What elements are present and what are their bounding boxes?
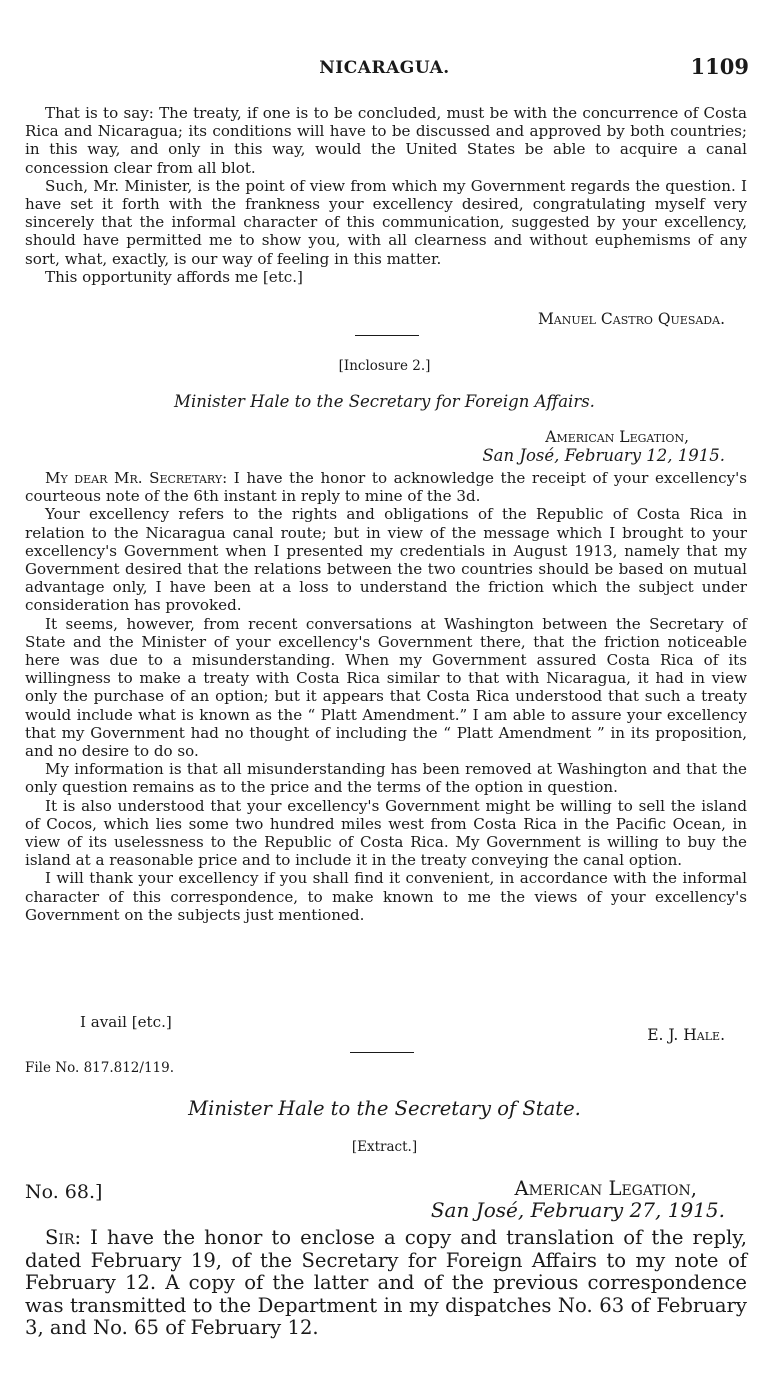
divider — [355, 335, 419, 336]
divider — [350, 1052, 414, 1053]
letter1-signature: Manuel Castro Quesada. — [537, 310, 725, 328]
inclosure-signature: E. J. Hale. — [647, 1026, 725, 1044]
inclosure-body — [25, 469, 747, 924]
file-number: File No. 817.812/119. — [25, 1060, 175, 1076]
page-number: 1109 — [690, 54, 749, 79]
running-title: NICARAGUA. — [319, 58, 450, 78]
dispatch-heading: Minister Hale to the Secretary of State. — [188, 1097, 581, 1120]
dispatch-place-date: San José, February 27, 1915. — [430, 1198, 725, 1222]
paragraph — [25, 469, 747, 505]
paragraph: Such, Mr. Minister, is the point of view from which my Government regards the question. I have set it forth with the frankness your excellency desired, congratulating myself very sincerely that the informal character of this communication, suggested by your excellency, should have permitted me to show you, with all clearness and without euphemisms of any sort, what, exactly, is our way of feeling in this matter. — [25, 176, 747, 268]
salutation: My dear Mr. Secretary: — [45, 469, 228, 487]
paragraph: That is to say: The treaty, if one is to be concluded, must be with the concurrence of Costa Rica and Nicaragua; its conditions will have to be discussed and approved by both countries; in this way, and only in this way, would the United States be able to acquire a canal concession clear from all blot. — [25, 104, 747, 177]
inclosure-heading: Minister Hale to the Secretary for Foreign Affairs. — [174, 392, 595, 411]
paragraph: My information is that all misunderstanding has been removed at Washington and that the only question remains as to the price and the terms of the option in question. — [25, 760, 747, 797]
inclosure-legation: American Legation, — [545, 428, 689, 446]
paragraph: It is also understood that your excellency's Government might be willing to sell the island of Cocos, which lies some two hundred miles west from Costa Rica in the Pacific Ocean, in view of its uselessness to the Republic of Costa Rica. My Government is willing to buy the island at a reasonable price and to include it in the treaty conveying the canal option. — [25, 796, 747, 870]
letter1-body — [25, 104, 747, 286]
dispatch-legation: American Legation, — [514, 1177, 697, 1200]
dispatch-body — [25, 1227, 747, 1340]
paragraph — [25, 1227, 747, 1340]
dispatch-number: No. 68.] — [25, 1181, 103, 1203]
inclosure-place-date: San José, February 12, 1915. — [482, 446, 725, 465]
paragraph: It seems, however, from recent conversations at Washington between the Secretary of State and the Minister of your excellency's Government there, that the friction noticeable here was due to a misunderstanding. When my Government assured Costa Rica of its willingness to make a treaty with Costa Rica similar to that with Nicaragua, it had in view only the purchase of an option; but it appears that Costa Rica understood that such a treaty would include what is known as the “ Platt Amendment.” I am able to assure your excellency that my Government had no thought of including the “ Platt Amendment ” in its proposition, and no desire to do so. — [25, 614, 747, 761]
salutation: Sir: — [45, 1226, 82, 1249]
paragraph: Your excellency refers to the rights and obligations of the Republic of Costa Rica in relation to the Nicaragua canal route; but in view of the message which I brought to your excellency's Government when I presented my credentials in August 1913, namely that my Government desired that the relations between the two countries should be based on mutual advantage only, I have been at a loss to understand the friction which the subject under consideration has provoked. — [25, 505, 747, 615]
paragraph: I will thank your excellency if you shall find it convenient, in accordance with the informal character of this correspondence, to make known to me the views of your excellency's Government on the subjects just mentioned. — [25, 869, 747, 924]
inclosure-label: [Inclosure 2.] — [338, 358, 431, 374]
paragraph: This opportunity affords me [etc.] — [45, 267, 303, 286]
paragraph-text: I have the honor to acknowledge the receipt of your excellency's courteous note of the 6th instant in reply to mine of the 3d. — [25, 469, 747, 506]
inclosure-closing: I avail [etc.] — [80, 1013, 172, 1031]
extract-label: [Extract.] — [351, 1139, 418, 1155]
paragraph-text: I have the honor to enclose a copy and translation of the reply, dated February 19, of the Secretary for Foreign Affairs to my note of February 12. A copy of the latter and of the previous correspondence was transmitted to the Department in my dispatches No. 63 of February 3, and No. 65 of February 12. — [25, 1226, 747, 1340]
